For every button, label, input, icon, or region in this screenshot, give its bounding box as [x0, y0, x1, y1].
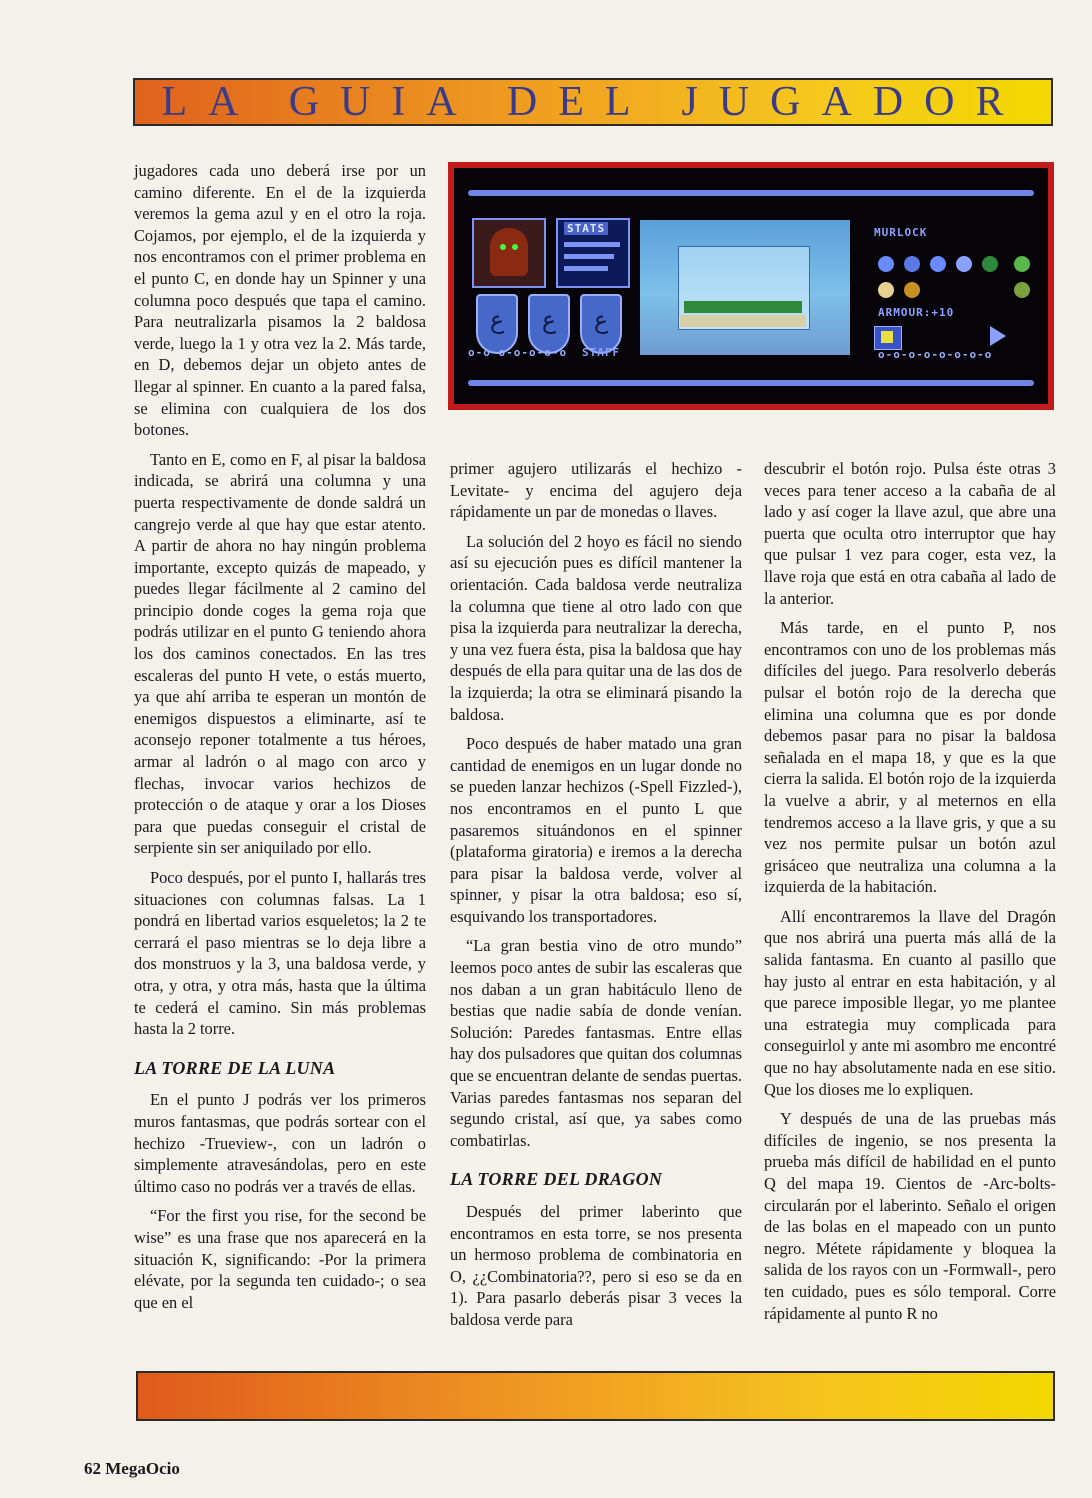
text-column-1 [134, 160, 426, 1321]
bottom-rail [468, 380, 1034, 386]
floor-tile [680, 315, 806, 327]
hooded-figure-icon [490, 228, 528, 276]
chain-right: o-o-o-o-o-o-o-o [878, 348, 993, 361]
hand-icon [878, 256, 894, 272]
top-rail [468, 190, 1034, 196]
shield-icon: ﻉ [580, 294, 622, 354]
footer-bar [136, 1371, 1055, 1421]
page-number: 62 MegaOcio [84, 1459, 180, 1478]
stats-panel [556, 218, 630, 288]
game-screen [454, 168, 1048, 404]
weapon-label: STAFF [582, 346, 621, 359]
text-column-3 [764, 458, 1056, 1332]
section-title: LA GUIA DEL JUGADOR [161, 79, 1025, 125]
text-column-2 [450, 458, 742, 1339]
gem-icon [1014, 256, 1030, 272]
paragraph: Poco después, por el punto I, hallarás tres situaciones con columnas falsas. La 1 pondrá en libertad varios esqueletos; la 2 te cerrará el paso mientras se lo deja libre a dos monstruos y la 3, una baldosa verde, y otra, y otra, y otra más, hasta que la última te cederá el camino. Sin más problemas hasta la 2 torre. [134, 868, 426, 1039]
paragraph: Más tarde, en el punto P, nos encontramos con uno de los problemas más difíciles del juego. Para resolverlo deberás pulsar el botón rojo de la derecha que elimina una columna que es por donde debemos pasar para no pisar la baldosa señalada en el mapa 18, y que es la que cierra la salida. El botón rojo de la izquierda la vuelve a abrir, y al meternos en ella tendremos acceso a la llave gris, y que a su vez nos permite pulsar un botón azul grisáceo que neutraliza una columna a la izquierda de la habitación. [764, 618, 1056, 897]
paragraph: descubrir el botón rojo. Pulsa éste otras 3 veces para tener acceso a la cabaña de al lado y así coger la llave azul, que abre una puerta que oculta otro interruptor que hay que pulsar 1 vez para coger, esta vez, la llave roja que está en otra cabaña al lado de la anterior. [764, 459, 1056, 608]
paragraph: “For the first you rise, for the second be wise” es una frase que nos aparecerá en la situación K, significando: -Por la primera elévate, por la segunda ten cuidado-; o sea que en el [134, 1206, 426, 1312]
paragraph: Tanto en E, como en F, al pisar la baldosa indicada, se abrirá una columna y una puerta respectivamente de donde saldrá un cangrejo verde al que hay que estar atento. A partir de ahora no hay ningún problema importante, excepto quizás de mapeado, y puedes llegar fácilmente al 2 camino del principio donde coges la gema roja que podrás utilizar en el punto G teniendo ahora los dos caminos conectados. En las tres escaleras del punto H vete, o estás muerto, ya que ahí arriba te esperan un montón de enemigos dispuestos a eliminarte, así te aconsejo reponer totalmente a tus héroes, armar al ladrón o al mago con arco y flechas, invocar varios hechizos de protección o de ataque y orar a los Dioses para que puedas conseguir el cristal de serpiente sin ser aniquilado por ello. [134, 449, 426, 858]
potion-icon [904, 256, 920, 272]
subheading-luna: LA TORRE DE LA LUNA [134, 1057, 336, 1078]
paragraph: Poco después de haber matado una gran cantidad de enemigos en un lugar donde no se pueden lanzar hechizos (-Spell Fizzled-), nos encontramos en el punto L que pasaremos situándonos en el spinner (plataforma giratoria) e iremos a la derecha para pisar la baldosa verde, volver al spinner, y pisar la otra baldosa; eso sí, esquivando los transportadores. [450, 734, 742, 926]
paragraph: La solución del 2 hoyo es fácil no siendo así su ejecución pues es difícil mantener la orientación. Cada baldosa verde neutraliza la columna que tiene al otro lado con que pisa la izquierda para neutralizar la derecha, y una vez fuera ésta, pisa la baldosa que hay después de ella para quitar una de las dos de la izquierda; la otra se eliminará pisando la baldosa. [450, 531, 742, 724]
stats-label: STATS [564, 222, 608, 235]
paragraph: Después del primer laberinto que encontramos en esta torre, se nos presenta un hermoso problema de combinatoria en O, ¿¿Combinatoria??, pero si eso se da en 1). Para pasarlo deberás pisar 3 veces la baldosa verde para [450, 1202, 742, 1329]
paragraph: Y después de una de las pruebas más difíciles de ingenio, se nos presenta la prueba más difícil de habilidad en el punto Q del mapa 19. Cientos de -Arc-bolts- circularán por el laberinto. Señalo el origen de las bolas en el mapeado con un punto negro. Métete rápidamente y bloquea la salida de los rayos con un -Formwall-, pero ten cuidado, pues es sólo temporal. Corre rápidamente al punto R no [764, 1109, 1056, 1323]
dungeon-view [640, 220, 850, 355]
armour-label: ARMOUR:+10 [878, 306, 955, 319]
shield-icon: ﻉ [528, 294, 570, 354]
paragraph: “La gran bestia vino de otro mundo” leemos poco antes de subir las escaleras que nos daban a un gran habitáculo lleno de bestias que nadie sabía de donde venían. Solución: Paredes fantasmas. Entre ellas hay dos pulsadores que quitan dos columnas que se encuentran delante de sendas puertas. Varias paredes fantasmas nos separan del segundo cristal, así que, ya sabes como combatirlas. [450, 936, 742, 1150]
header-bar [133, 78, 1053, 126]
subheading-dragon: LA TORRE DEL DRAGON [450, 1169, 663, 1190]
ring-icon [956, 256, 972, 272]
shield-icon: ﻉ [476, 294, 518, 354]
green-tile [684, 301, 802, 313]
paragraph: primer agujero utilizarás el hechizo -Levitate- y encima del agujero deja rápidamente un par de monedas o llaves. [450, 459, 742, 522]
game-screenshot [448, 162, 1054, 410]
paragraph: Allí encontraremos la llave del Dragón que nos abrirá una puerta más allá de la salida fantasma. En cuanto al pasillo que hay justo al entrar en esta habitación, y al que parece imposible llegar, yo me plantee una estrategia muy complicada para conseguirlol y ante mi asombro me encontré que no hay absolutamente nada en ese sitio. Que los dioses me lo expliquen. [764, 906, 1056, 1099]
champion-portrait [472, 218, 546, 288]
action-icon [874, 326, 902, 350]
helmet-icon [930, 256, 946, 272]
paragraph: En el punto J podrás ver los primeros muros fantasmas, que podrás sortear con el hechizo -Trueview-, con un ladrón o simplemente atravesándolas, pero en este último caso no podrás ver a través de ellas. [134, 1090, 426, 1196]
arrow-right-icon [990, 326, 1006, 346]
chain-left: o-o-o-o-o-o-o [468, 346, 568, 359]
champion-name: MURLOCK [874, 226, 928, 239]
paragraph: jugadores cada uno deberá irse por un camino diferente. En el de la izquierda veremos la gema azul y en el otro la roja. Cojamos, por ejemplo, el de la izquierda y nos encontramos con el primer problema en el punto C, en donde hay un Spinner y una columna poco después que tapa el camino. Para neutralizarla pisamos la 2 baldosa verde, luego la 1 y otra vez la 2. Más tarde, en D, debemos dejar un objeto antes de llegar al spinner. En cuanto a la pared falsa, se elimina con cualquiera de los dos botones. [134, 161, 426, 440]
key-icon [904, 282, 920, 298]
pouch-icon [982, 256, 998, 272]
scroll-icon [1014, 282, 1030, 298]
food-icon [878, 282, 894, 298]
